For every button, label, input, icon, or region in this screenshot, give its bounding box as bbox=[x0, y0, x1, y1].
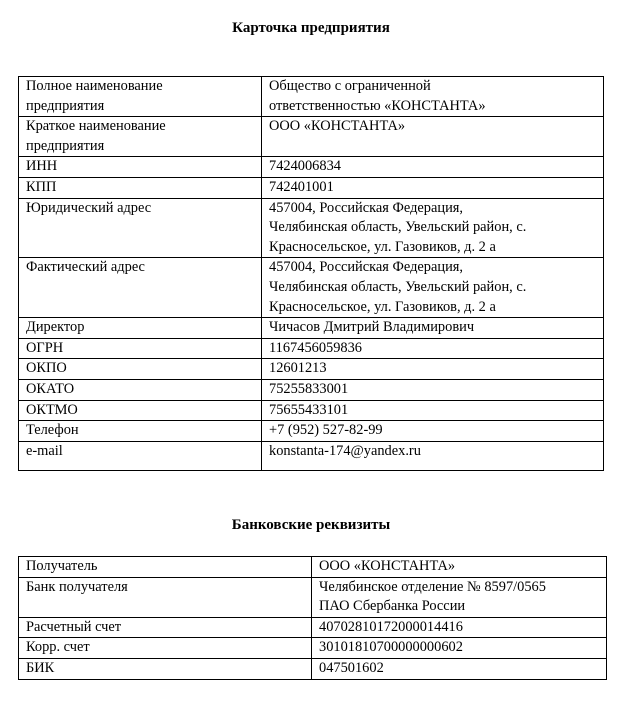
table-row bbox=[19, 359, 604, 380]
row-value-recipient: ООО «КОНСТАНТА» bbox=[312, 557, 607, 578]
row-label-phone: Телефон bbox=[19, 421, 262, 442]
table-row bbox=[19, 117, 604, 157]
table-row bbox=[19, 338, 604, 359]
row-value-oktmo: 75655433101 bbox=[262, 400, 604, 421]
table-row bbox=[19, 441, 604, 470]
table-row bbox=[19, 638, 607, 659]
row-label-recipient-bank: Банк получателя bbox=[19, 577, 312, 617]
row-label-actual-address: Фактический адрес bbox=[19, 258, 262, 318]
row-value-okpo: 12601213 bbox=[262, 359, 604, 380]
table-row bbox=[19, 557, 607, 578]
row-value-full-name: Общество с ограниченной ответственностью «КОНСТАНТА» bbox=[262, 77, 604, 117]
row-label-settlement-account: Расчетный счет bbox=[19, 617, 312, 638]
row-label-ogrn: ОГРН bbox=[19, 338, 262, 359]
row-label-legal-address: Юридический адрес bbox=[19, 198, 262, 258]
row-value-kpp: 742401001 bbox=[262, 177, 604, 198]
row-value-bik: 047501602 bbox=[312, 658, 607, 679]
table-row bbox=[19, 617, 607, 638]
row-value-actual-address: 457004, Российская Федерация, Челябинская область, Увельский район, с. Красносельское, ул. Газовиков, д. 2 а bbox=[262, 258, 604, 318]
row-label-email: e-mail bbox=[19, 441, 262, 470]
table-row bbox=[19, 379, 604, 400]
table-row bbox=[19, 318, 604, 339]
table-row bbox=[19, 77, 604, 117]
table-row bbox=[19, 658, 607, 679]
row-label-kpp: КПП bbox=[19, 177, 262, 198]
table-row bbox=[19, 400, 604, 421]
row-label-okato: ОКАТО bbox=[19, 379, 262, 400]
row-label-oktmo: ОКТМО bbox=[19, 400, 262, 421]
row-value-legal-address: 457004, Российская Федерация, Челябинская область, Увельский район, с. Красносельское, ул. Газовиков, д. 2 а bbox=[262, 198, 604, 258]
table-row bbox=[19, 157, 604, 178]
row-value-director: Чичасов Дмитрий Владимирович bbox=[262, 318, 604, 339]
table-row bbox=[19, 577, 607, 617]
row-label-director: Директор bbox=[19, 318, 262, 339]
row-label-short-name: Краткое наименование предприятия bbox=[19, 117, 262, 157]
row-label-corr-account: Корр. счет bbox=[19, 638, 312, 659]
bank-title: Банковские реквизиты bbox=[231, 517, 391, 533]
row-value-okato: 75255833001 bbox=[262, 379, 604, 400]
row-label-inn: ИНН bbox=[19, 157, 262, 178]
row-value-inn: 7424006834 bbox=[262, 157, 604, 178]
row-label-okpo: ОКПО bbox=[19, 359, 262, 380]
row-value-recipient-bank: Челябинское отделение № 8597/0565 ПАО Сбербанка России bbox=[312, 577, 607, 617]
company-card-table bbox=[18, 76, 604, 471]
table-row bbox=[19, 177, 604, 198]
table-row bbox=[19, 198, 604, 258]
row-label-full-name: Полное наименование предприятия bbox=[19, 77, 262, 117]
table-row bbox=[19, 258, 604, 318]
table-row bbox=[19, 421, 604, 442]
row-label-bik: БИК bbox=[19, 658, 312, 679]
row-value-short-name: ООО «КОНСТАНТА» bbox=[262, 117, 604, 157]
row-value-corr-account: 30101810700000000602 bbox=[312, 638, 607, 659]
row-value-phone: +7 (952) 527-82-99 bbox=[262, 421, 604, 442]
card-title: Карточка предприятия bbox=[232, 20, 390, 36]
row-value-email: konstanta-174@yandex.ru bbox=[262, 441, 604, 470]
bank-details-table bbox=[18, 556, 607, 680]
row-label-recipient: Получатель bbox=[19, 557, 312, 578]
row-value-ogrn: 1167456059836 bbox=[262, 338, 604, 359]
row-value-settlement-account: 40702810172000014416 bbox=[312, 617, 607, 638]
